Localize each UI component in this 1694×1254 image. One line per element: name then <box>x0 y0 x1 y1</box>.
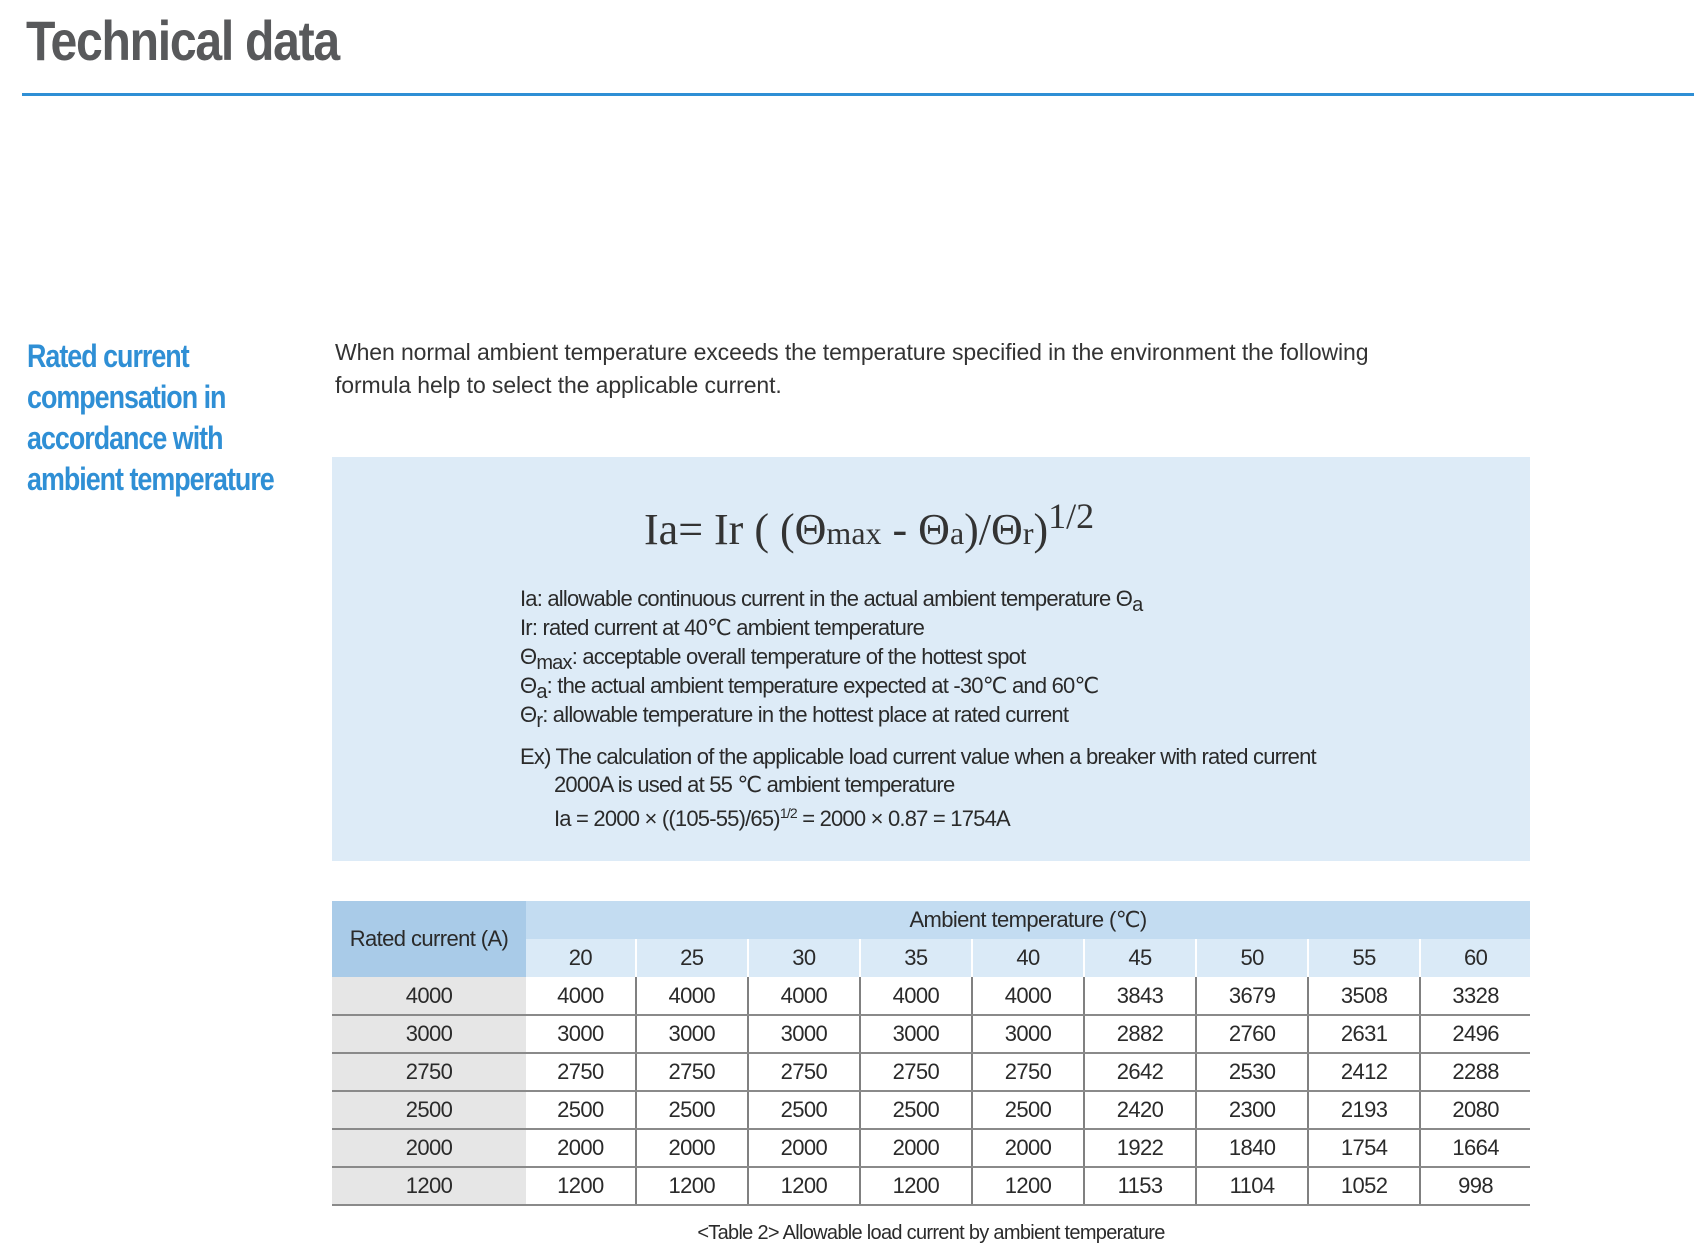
table-cell: 4000 <box>636 977 748 1015</box>
temperature-column-header: 40 <box>972 939 1084 977</box>
table-cell: 4000 <box>748 977 860 1015</box>
rated-current-header: Rated current (A) <box>332 901 526 977</box>
definition-symbol: Θ <box>520 644 537 669</box>
definition-line <box>520 701 1142 730</box>
table-cell: 1840 <box>1196 1129 1308 1167</box>
table-cell: 2412 <box>1308 1053 1420 1091</box>
formula-ir: Ir <box>714 505 744 554</box>
table-cell: 3843 <box>1084 977 1196 1015</box>
table-cell: 1200 <box>972 1167 1084 1205</box>
table-cell: 1200 <box>526 1167 636 1205</box>
intro-paragraph <box>335 336 1525 402</box>
definition-line <box>520 585 1142 614</box>
table-cell: 2500 <box>526 1091 636 1129</box>
formula-minus: - Θ <box>881 505 950 554</box>
table-cell: 2288 <box>1420 1053 1530 1091</box>
section-heading-line: Rated current <box>27 338 189 374</box>
table-cell: 3000 <box>860 1015 972 1053</box>
temperature-column-header: 35 <box>860 939 972 977</box>
load-current-table <box>332 901 1530 1206</box>
formula-divide: )/Θ <box>964 505 1023 554</box>
table-cell: 1104 <box>1196 1167 1308 1205</box>
table-cell: 2631 <box>1308 1015 1420 1053</box>
definition-text: : rated current at 40℃ ambient temperature <box>531 615 925 640</box>
table-cell: 2750 <box>972 1053 1084 1091</box>
table-cell: 2000 <box>636 1129 748 1167</box>
table-cell: 2500 <box>748 1091 860 1129</box>
table-cell: 2000 <box>526 1129 636 1167</box>
formula-a-sub: a <box>949 515 965 551</box>
table-cell: 4000 <box>860 977 972 1015</box>
table-cell: 1200 <box>748 1167 860 1205</box>
table-cell: 2420 <box>1084 1091 1196 1129</box>
table-cell: 3328 <box>1420 977 1530 1015</box>
formula-max-sub: max <box>826 515 882 551</box>
example-calc-post: = 2000 × 0.87 = 1754A <box>796 806 1010 831</box>
table-cell: 1664 <box>1420 1129 1530 1167</box>
table-cell: 2300 <box>1196 1091 1308 1129</box>
example-line: Ex) The calculation of the applicable load current value when a breaker with rated current <box>520 744 1316 769</box>
section-heading <box>27 336 279 500</box>
definition-tail-sub: a <box>1132 594 1143 616</box>
table-cell: 1754 <box>1308 1129 1420 1167</box>
temperature-column-header: 25 <box>636 939 748 977</box>
definition-text: : acceptable overall temperature of the hottest spot <box>571 644 1026 669</box>
table-cell: 2500 <box>860 1091 972 1129</box>
definition-text: : allowable temperature in the hottest place at rated current <box>542 702 1069 727</box>
definitions-list <box>520 585 1142 730</box>
table-caption: <Table 2> Allowable load current by ambient temperature <box>697 1222 1165 1244</box>
example-calc-exp: 1/2 <box>779 805 797 821</box>
definition-line <box>520 672 1142 701</box>
table-cell: 4000 <box>972 977 1084 1015</box>
rated-current-cell: 1200 <box>332 1167 526 1205</box>
rated-current-cell: 2750 <box>332 1053 526 1091</box>
table-cell: 1922 <box>1084 1129 1196 1167</box>
table-cell: 998 <box>1420 1167 1530 1205</box>
example-line: 2000A is used at 55 ℃ ambient temperature <box>554 772 955 797</box>
intro-line: formula help to select the applicable current. <box>335 372 782 398</box>
definition-text: : allowable continuous current in the actual ambient temperature Θ <box>536 586 1133 611</box>
definition-text: : the actual ambient temperature expected at -30℃ and 60℃ <box>546 673 1099 698</box>
formula-ia: Ia <box>644 505 679 554</box>
table-cell: 2500 <box>636 1091 748 1129</box>
formula-r-sub: r <box>1022 515 1034 551</box>
table-cell: 2500 <box>972 1091 1084 1129</box>
definition-sub: max <box>536 652 572 674</box>
table-cell: 3000 <box>748 1015 860 1053</box>
table-cell: 1153 <box>1084 1167 1196 1205</box>
example-calculation <box>520 799 1316 833</box>
table-cell: 2000 <box>748 1129 860 1167</box>
table-row <box>332 1091 1530 1129</box>
definition-line <box>520 643 1142 672</box>
table-cell: 3000 <box>526 1015 636 1053</box>
table-row <box>332 1053 1530 1091</box>
ambient-temperature-header: Ambient temperature (℃) <box>526 901 1530 939</box>
formula-exponent: 1/2 <box>1048 496 1095 536</box>
intro-line: When normal ambient temperature exceeds the temperature specified in the environment the following <box>335 339 1369 365</box>
temperature-column-header: 55 <box>1308 939 1420 977</box>
temperature-column-header: 50 <box>1196 939 1308 977</box>
definition-symbol: Θ <box>520 673 537 698</box>
table-cell: 2642 <box>1084 1053 1196 1091</box>
table-row <box>332 1129 1530 1167</box>
table-row <box>332 1015 1530 1053</box>
table-row <box>332 977 1530 1015</box>
formula <box>644 495 1094 555</box>
temperature-column-header: 30 <box>748 939 860 977</box>
temperature-column-header: 45 <box>1084 939 1196 977</box>
table-cell: 2882 <box>1084 1015 1196 1053</box>
table-cell: 3508 <box>1308 977 1420 1015</box>
table-cell: 3000 <box>972 1015 1084 1053</box>
definition-sub: r <box>536 710 543 732</box>
rated-current-cell: 2000 <box>332 1129 526 1167</box>
definition-symbol: Θ <box>520 702 537 727</box>
table-cell: 1200 <box>636 1167 748 1205</box>
formula-close: ) <box>1033 505 1049 554</box>
rated-current-cell: 2500 <box>332 1091 526 1129</box>
title-divider <box>22 93 1694 96</box>
definition-sub: a <box>536 681 547 703</box>
table-row <box>332 1167 1530 1205</box>
rated-current-cell: 4000 <box>332 977 526 1015</box>
page-title: Technical data <box>26 9 339 72</box>
table-cell: 3000 <box>636 1015 748 1053</box>
rated-current-cell: 3000 <box>332 1015 526 1053</box>
table-cell: 1052 <box>1308 1167 1420 1205</box>
table-cell: 2750 <box>636 1053 748 1091</box>
section-heading-line: accordance with <box>27 420 223 456</box>
table-cell: 2080 <box>1420 1091 1530 1129</box>
table-cell: 2750 <box>748 1053 860 1091</box>
table-cell: 4000 <box>526 977 636 1015</box>
temperature-column-header: 60 <box>1420 939 1530 977</box>
definition-symbol: Ia <box>520 586 537 611</box>
table-cell: 2496 <box>1420 1015 1530 1053</box>
example-calc-pre: Ia = 2000 × ((105-55)/65) <box>554 806 780 831</box>
table-cell: 2000 <box>972 1129 1084 1167</box>
table-cell: 3679 <box>1196 977 1308 1015</box>
example-block <box>520 743 1316 833</box>
formula-equals: = <box>678 505 715 554</box>
temperature-column-header: 20 <box>526 939 636 977</box>
table-cell: 2750 <box>860 1053 972 1091</box>
table-cell: 2193 <box>1308 1091 1420 1129</box>
table-cell: 2000 <box>860 1129 972 1167</box>
table-cell: 2530 <box>1196 1053 1308 1091</box>
formula-panel <box>332 457 1530 861</box>
section-heading-line: ambient temperature <box>27 461 274 497</box>
section-heading-line: compensation in <box>27 379 226 415</box>
table-cell: 2750 <box>526 1053 636 1091</box>
definition-symbol: Ir <box>520 615 532 640</box>
table-cell: 2760 <box>1196 1015 1308 1053</box>
table-cell: 1200 <box>860 1167 972 1205</box>
formula-open: ( (Θ <box>743 505 827 554</box>
definition-line <box>520 614 1142 643</box>
